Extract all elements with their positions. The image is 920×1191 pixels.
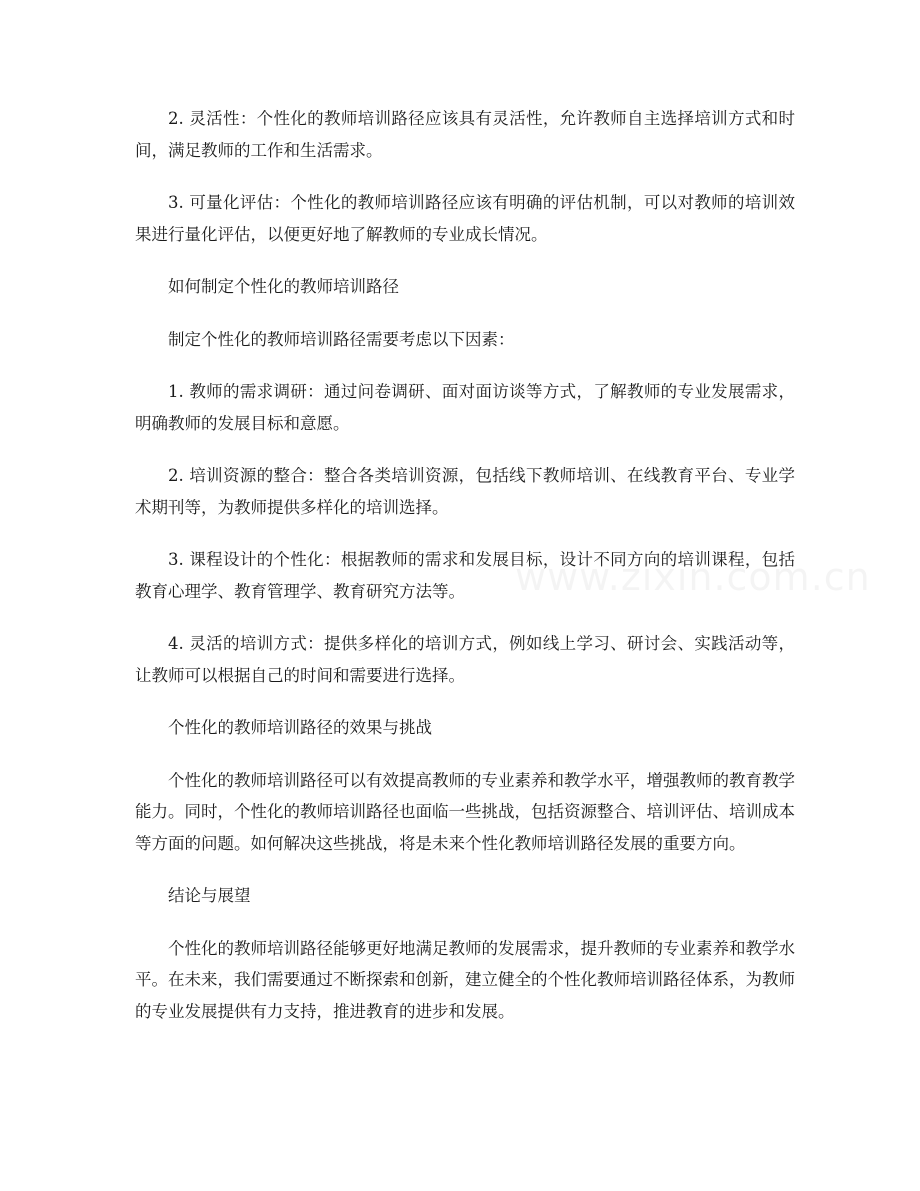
section-heading-effects-challenges: 个性化的教师培训路径的效果与挑战 (168, 718, 432, 737)
paragraph-factors-intro: 制定个性化的教师培训路径需要考虑以下因素： (168, 329, 515, 349)
paragraph-course-design: 3. 课程设计的个性化：根据教师的需求和发展目标，设计不同方向的培训课程，包括教育心理学、教育管理学、教育研究方法等。 (135, 550, 795, 601)
paragraph-flexibility: 2. 灵活性：个性化的教师培训路径应该具有灵活性，允许教师自主选择培训方式和时间，满足教师的工作和生活需求。 (135, 109, 795, 160)
section-heading-conclusion: 结论与展望 (168, 886, 251, 905)
paragraph-conclusion: 个性化的教师培训路径能够更好地满足教师的发展需求，提升教师的专业素养和教学水平。在未来，我们需要通过不断探索和创新，建立健全的个性化教师培训路径体系，为教师的专业发展提供有力支持，推进教育的进步和发展。 (135, 938, 795, 1021)
paragraph-quantifiable-evaluation: 3. 可量化评估：个性化的教师培训路径应该有明确的评估机制，可以对教师的培训效果进行量化评估，以便更好地了解教师的专业成长情况。 (135, 193, 795, 244)
section-heading-how-to-design: 如何制定个性化的教师培训路径 (168, 277, 399, 296)
document-body (135, 103, 795, 1048)
paragraph-resource-integration: 2. 培训资源的整合：整合各类培训资源，包括线下教师培训、在线教育平台、专业学术期刊等，为教师提供多样化的培训选择。 (135, 466, 795, 517)
paragraph-needs-survey: 1. 教师的需求调研：通过问卷调研、面对面访谈等方式，了解教师的专业发展需求，明确教师的发展目标和意愿。 (135, 382, 795, 433)
paragraph-effects-challenges: 个性化的教师培训路径可以有效提高教师的专业素养和教学水平，增强教师的教育教学能力。同时，个性化的教师培训路径也面临一些挑战，包括资源整合、培训评估、培训成本等方面的问题。如何解决这些挑战，将是未来个性化教师培训路径发展的重要方向。 (135, 770, 795, 853)
paragraph-flexible-methods: 4. 灵活的培训方式：提供多样化的培训方式，例如线上学习、研讨会、实践活动等，让教师可以根据自己的时间和需要进行选择。 (135, 634, 795, 685)
